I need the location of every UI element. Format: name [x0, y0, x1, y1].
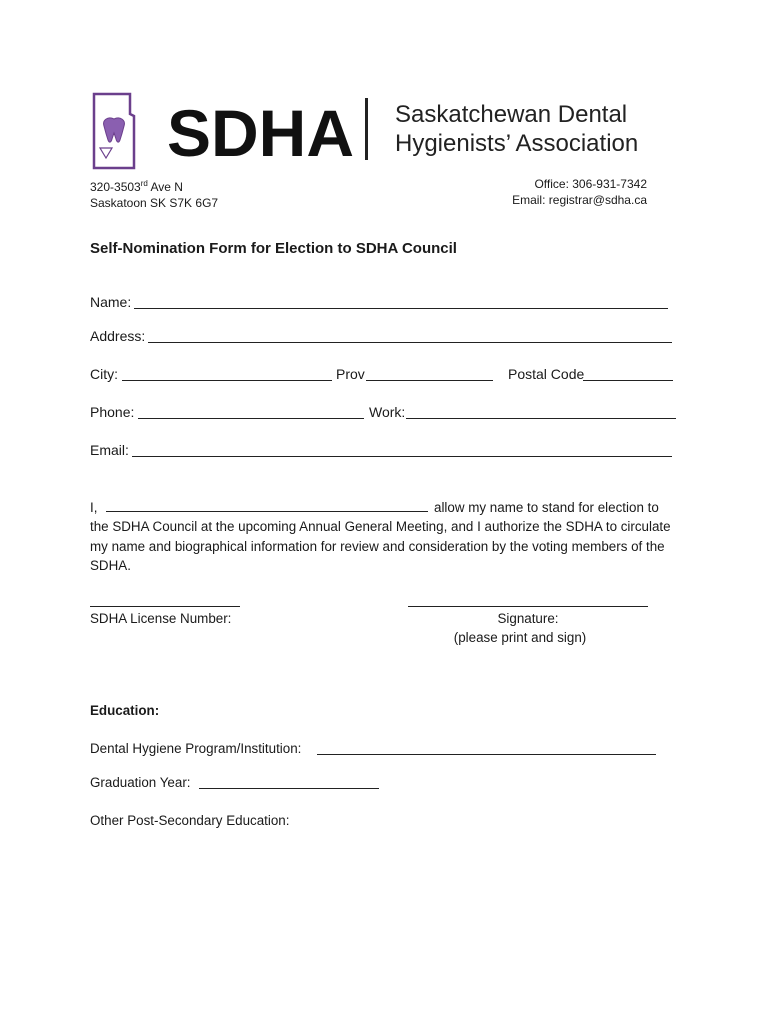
form-title: Self-Nomination Form for Election to SDHA Council [90, 240, 457, 257]
address-field[interactable] [148, 342, 672, 343]
address-line2: Saskatoon SK S7K 6G7 [90, 196, 219, 210]
address-street: Ave N [147, 180, 183, 194]
contact-info [512, 176, 647, 208]
organization-name [395, 100, 638, 158]
city-label: City: [90, 366, 118, 382]
prov-field[interactable] [366, 380, 493, 381]
phone-field[interactable] [138, 418, 364, 419]
logo-wordmark: SDHA [167, 96, 355, 170]
phone-label: Phone: [90, 404, 135, 420]
name-label: Name: [90, 294, 132, 310]
program-label: Dental Hygiene Program/Institution: [90, 741, 302, 756]
declaration-start: I, [90, 500, 98, 515]
email-label: Email: [90, 442, 129, 458]
work-label: Work: [369, 404, 406, 420]
address-label: Address: [90, 328, 146, 344]
prov-label: Prov [336, 366, 365, 382]
graduation-year-label: Graduation Year: [90, 775, 191, 790]
declaration-line1 [90, 498, 97, 518]
address-ordinal: rd [140, 179, 148, 188]
sdha-logo-icon [90, 92, 138, 170]
postal-code-field[interactable] [583, 380, 673, 381]
org-name-line1: Saskatchewan Dental [395, 101, 628, 128]
city-field[interactable] [122, 380, 332, 381]
license-number-label: SDHA License Number: [90, 611, 232, 626]
program-field[interactable] [317, 754, 656, 755]
address-number: 320-3503 [90, 180, 141, 194]
contact-email: Email: registrar@sdha.ca [512, 193, 647, 207]
license-number-field[interactable] [90, 606, 240, 607]
email-field[interactable] [132, 456, 672, 457]
mailing-address [90, 176, 218, 211]
declaration-line1-end: allow my name to stand for election to [434, 500, 659, 515]
signature-label: Signature: [497, 611, 559, 626]
signature-field[interactable] [408, 606, 648, 607]
org-name-line2: Hygienists’ Association [395, 130, 639, 157]
office-phone: Office: 306-931-7342 [534, 177, 647, 191]
address-line1 [90, 176, 218, 195]
name-field[interactable] [134, 308, 668, 309]
declaration-name-field[interactable] [106, 511, 428, 512]
postal-code-label: Postal Code [508, 366, 585, 382]
logo-divider [365, 98, 368, 160]
signature-note: (please print and sign) [453, 630, 587, 645]
education-heading: Education: [90, 703, 160, 718]
other-education-label: Other Post-Secondary Education: [90, 813, 290, 828]
declaration-text: the SDHA Council at the upcoming Annual General Meeting, and I authorize the SDHA to circulate my name and biographical information for review and consideration by the voting members of the SDHA. [90, 519, 671, 573]
work-phone-field[interactable] [406, 418, 676, 419]
graduation-year-field[interactable] [199, 788, 379, 789]
